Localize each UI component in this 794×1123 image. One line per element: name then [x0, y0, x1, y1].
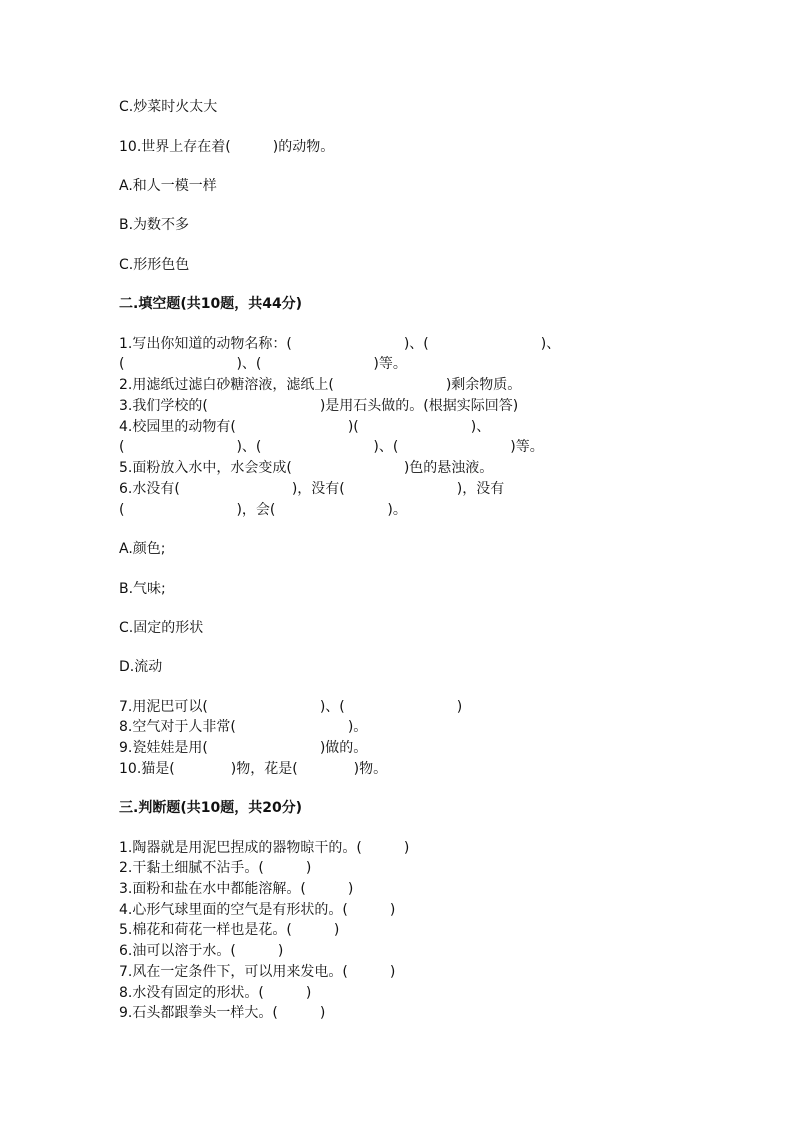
fill-blank-line: ( )、( )、( )等。 [119, 439, 544, 455]
judgment-item: 1.陶器就是用泥巴捏成的器物晾干的。( ) [119, 840, 410, 856]
fill-blank-option-d: D.流动 [119, 659, 163, 675]
question-10-option-b: B.为数不多 [119, 217, 190, 233]
fill-blank-line: 9.瓷娃娃是用( )做的。 [119, 740, 368, 756]
prev-question-option-c: C.炒菜时火太大 [119, 99, 218, 115]
fill-blank-line: 3.我们学校的( )是用石头做的。(根据实际回答) [119, 398, 519, 414]
fill-blank-line: 2.用滤纸过滤白砂糖溶液，滤纸上( )剩余物质。 [119, 377, 522, 393]
fill-blank-line: 1.写出你知道的动物名称：( )、( )、 [119, 336, 561, 352]
judgment-item: 8.水没有固定的形状。( ) [119, 985, 312, 1001]
fill-blank-line: 4.校园里的动物有( )( )、 [119, 419, 491, 435]
judgment-item: 5.棉花和荷花一样也是花。( ) [119, 922, 340, 938]
fill-blank-line: 6.水没有( )，没有( )，没有 [119, 481, 505, 497]
judgment-item: 2.干黏土细腻不沾手。( ) [119, 860, 312, 876]
fill-blank-line: ( )、( )等。 [119, 356, 407, 372]
fill-blank-line: 10.猫是( )物，花是( )物。 [119, 761, 388, 777]
judgment-item: 7.风在一定条件下，可以用来发电。( ) [119, 964, 396, 980]
fill-blank-line: ( )，会( )。 [119, 502, 407, 518]
fill-blank-option-c: C.固定的形状 [119, 620, 204, 636]
question-10-option-c: C.形形色色 [119, 257, 190, 273]
section-2-heading: 二.填空题(共10题，共44分) [119, 296, 303, 312]
fill-blank-option-a: A.颜色; [119, 541, 166, 557]
fill-blank-line: 8.空气对于人非常( )。 [119, 719, 368, 735]
judgment-item: 6.油可以溶于水。( ) [119, 943, 284, 959]
judgment-item: 3.面粉和盐在水中都能溶解。( ) [119, 881, 354, 897]
fill-blank-option-b: B.气味; [119, 581, 166, 597]
section-3-heading: 三.判断题(共10题，共20分) [119, 800, 303, 816]
question-10-stem: 10.世界上存在着( )的动物。 [119, 139, 335, 155]
judgment-item: 4.心形气球里面的空气是有形状的。( ) [119, 902, 396, 918]
fill-blank-line: 7.用泥巴可以( )、( ) [119, 699, 463, 715]
question-10-option-a: A.和人一模一样 [119, 178, 217, 194]
judgment-item: 9.石头都跟拳头一样大。( ) [119, 1005, 326, 1021]
fill-blank-line: 5.面粉放入水中，水会变成( )色的悬浊液。 [119, 460, 494, 476]
